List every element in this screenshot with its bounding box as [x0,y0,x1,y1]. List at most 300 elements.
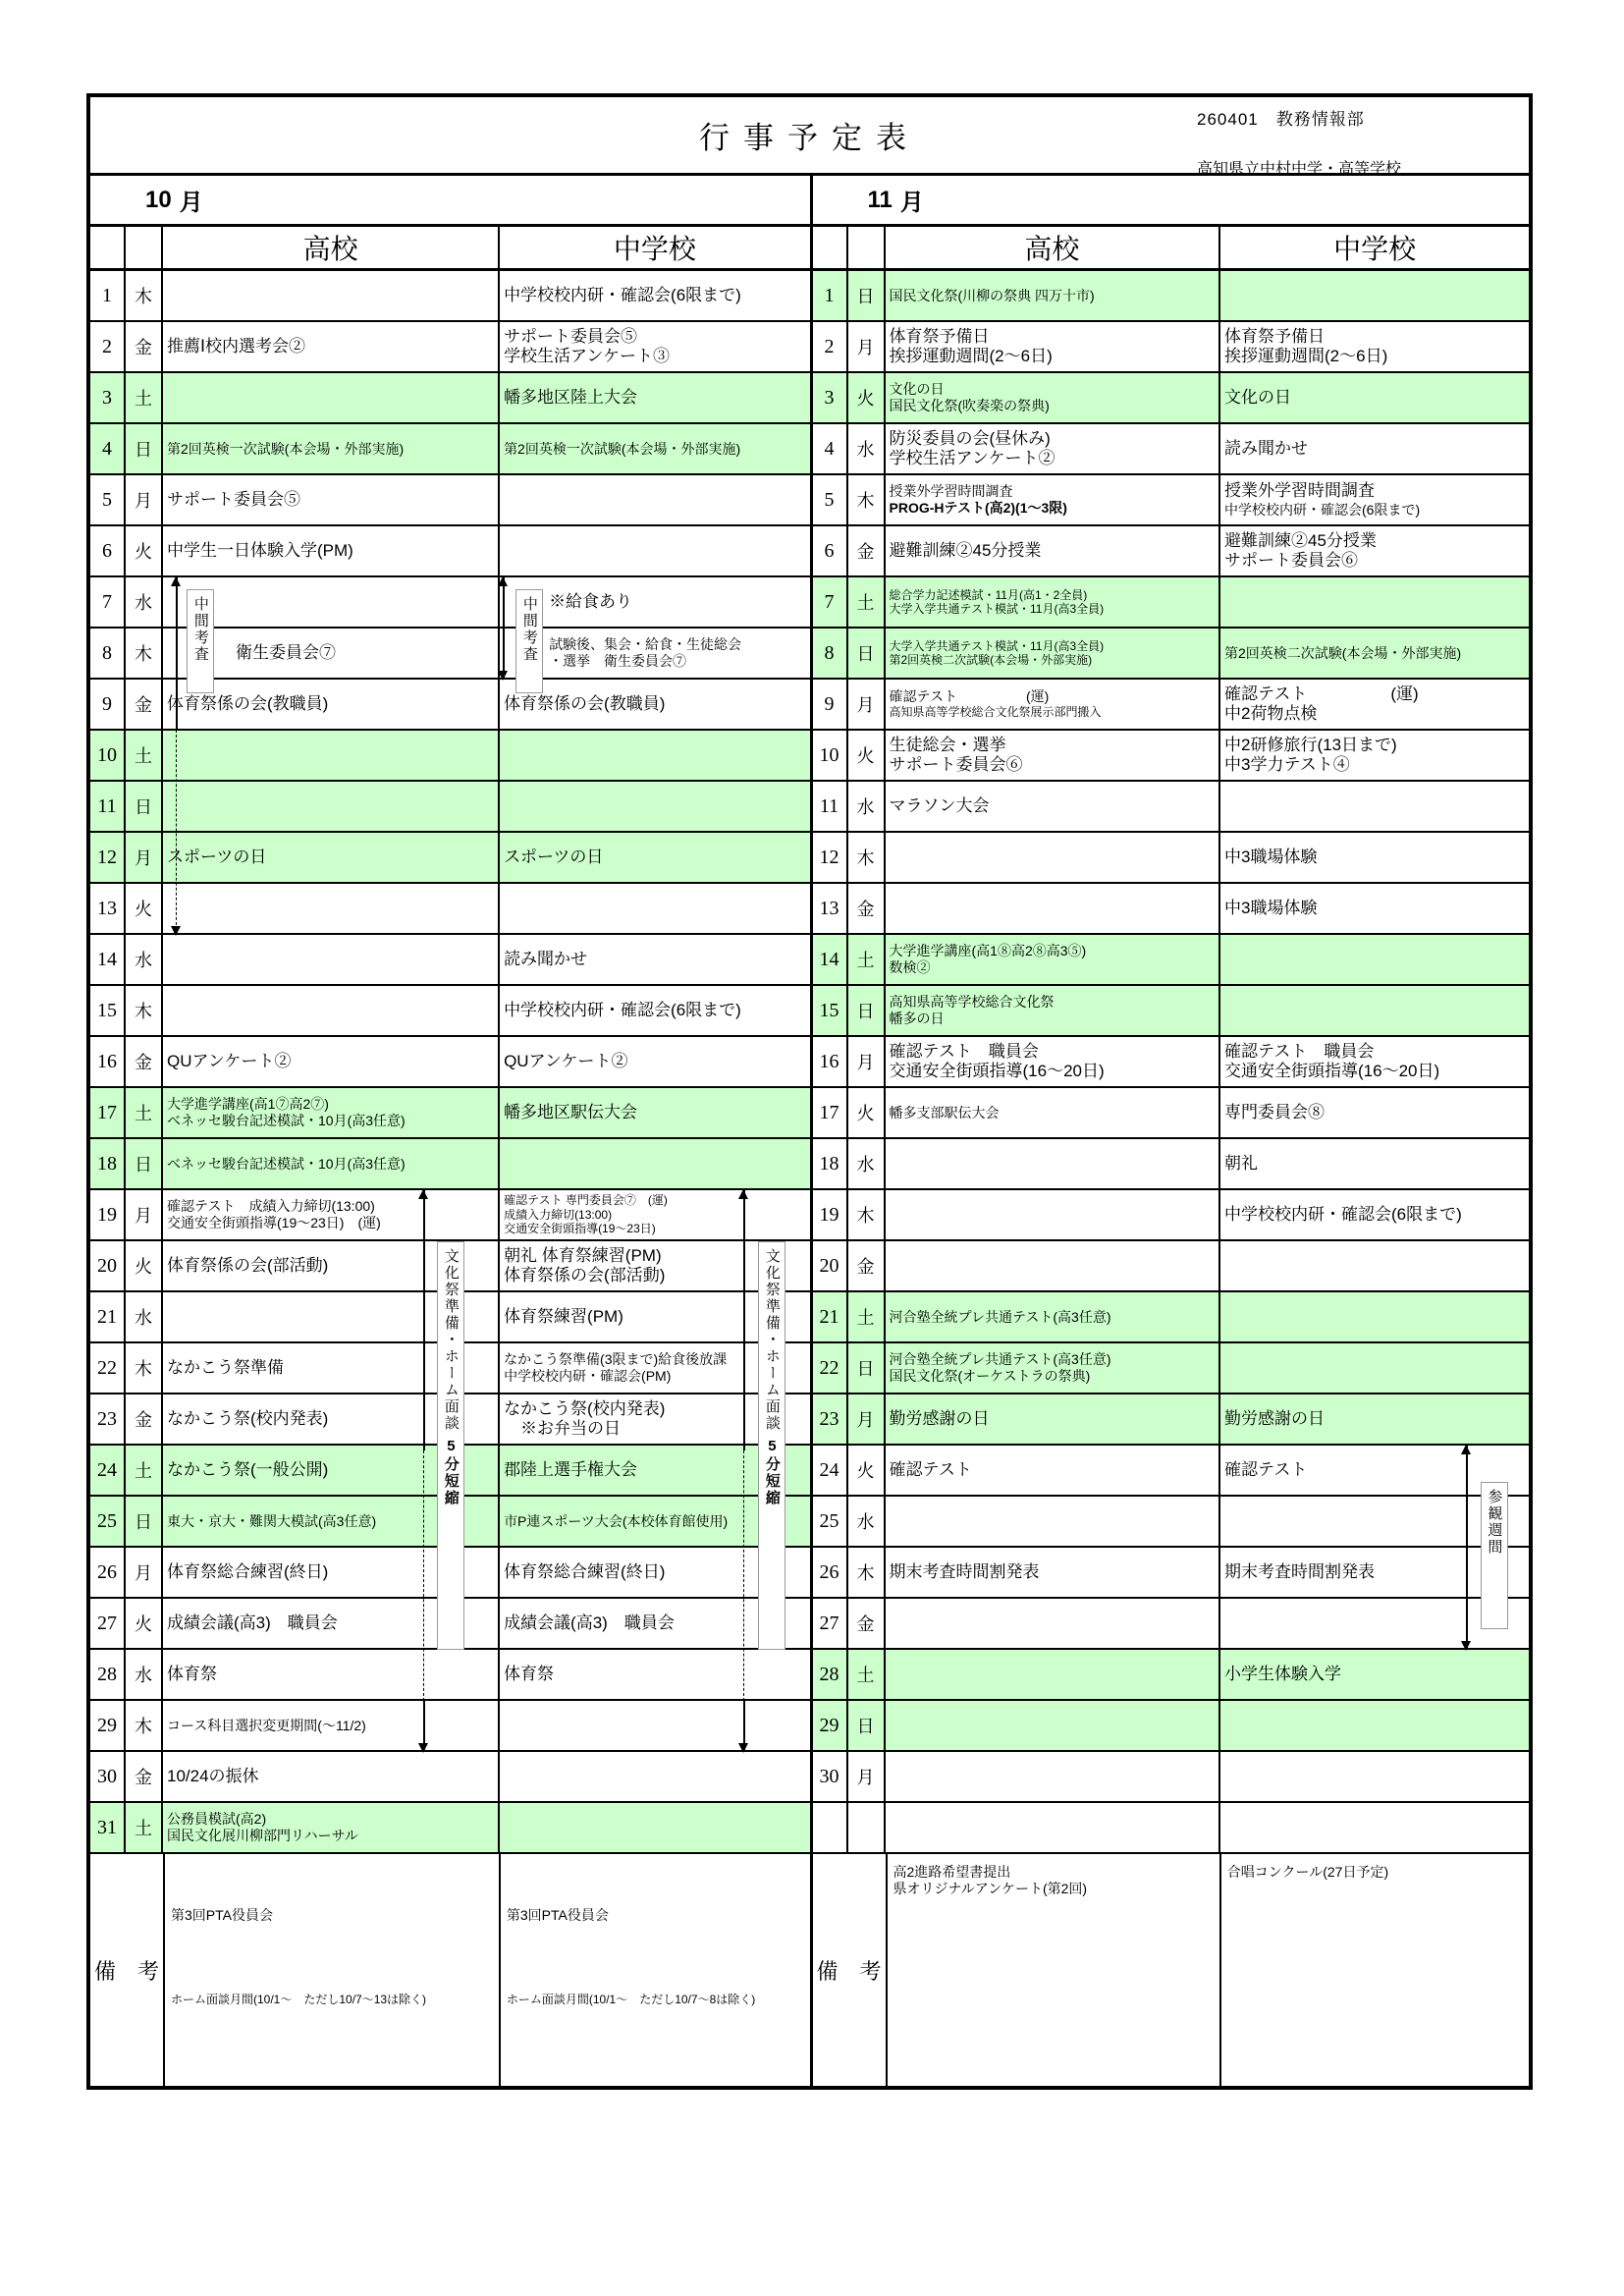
high-school-events [886,1037,1221,1086]
high-school-events [163,373,500,422]
event-text: 勤労感謝の日 [889,1408,990,1428]
day-number: 20 [90,1241,126,1290]
event-text: QUアンケート② [167,1051,292,1070]
junior-high-events [500,1548,809,1597]
event-text: 幡多地区陸上大会 [504,387,638,407]
event-text: 総合学力記述模試・11月(高1・2全員) [889,587,1088,602]
day-row [813,731,1530,782]
event-text: 中学生一日体験入学(PM) [167,540,353,560]
day-row [90,1650,810,1701]
event-text: 大学入学共通テスト模試・11月(高3全員) [889,638,1105,653]
high-school-events [163,884,500,933]
day-row [813,526,1530,577]
event-text: 高2進路希望書提出 [893,1864,1011,1880]
junior-high-events [500,1292,809,1341]
high-school-events [163,1701,500,1750]
event-text: 中学校校内研・確認会(6限まで) [1224,501,1421,518]
event-text: 生徒総会・選挙 [889,735,1006,754]
weekday: 日 [848,271,886,320]
month-header-november [813,176,1530,227]
high-school-events [886,373,1221,422]
day-number: 17 [90,1088,126,1137]
event-text: 試験後、集会・給食・生徒総会 [549,636,742,653]
junior-high-events [1220,1241,1529,1290]
weekday: 火 [848,1446,886,1495]
event-text: 挨拶運動週間(2～6日) [889,347,1053,365]
day-number: 30 [90,1752,126,1801]
annotation-label-text: 中間考査 [520,596,538,663]
day-number: 19 [90,1190,126,1239]
day-row [90,680,810,731]
weekday: 日 [848,986,886,1035]
day-number: 1 [813,271,848,320]
weekday: 月 [126,1548,163,1597]
day-row [90,1446,810,1497]
day-row [813,1139,1530,1190]
high-school-events [163,680,500,729]
event-text: 成績会議(高3) 職員会 [167,1613,338,1632]
day-row [813,1650,1530,1701]
weekday: 火 [848,1088,886,1137]
junior-high-events [500,1241,809,1290]
weekday: 火 [126,884,163,933]
event-text: ホーム面談月間(10/1～ ただし10/7～8は除く) [506,1992,756,2006]
day-row [813,271,1530,322]
day-row [90,1037,810,1088]
high-school-events [886,833,1221,882]
day-number: 6 [90,526,126,575]
event-text: 推薦Ⅰ校内選考会② [167,336,306,355]
high-school-events [163,322,500,371]
event-text: 確認テスト [889,1459,972,1479]
remarks-row [813,1854,1530,2086]
high-school-events [886,1446,1221,1495]
weekday: 土 [126,373,163,422]
event-text: 体育祭 [504,1664,555,1683]
junior-high-events [1220,322,1529,371]
event-text: マラソン大会 [889,795,990,815]
weekday: 土 [848,935,886,984]
day-number: 12 [90,833,126,882]
event-text: 中3職場体験 [1224,847,1318,866]
day-row [90,271,810,322]
day-row [813,1190,1530,1241]
high-school-events [163,526,500,575]
high-school-events [886,1139,1221,1188]
day-number: 24 [813,1446,848,1495]
high-school-events [886,629,1221,678]
junior-high-events [1220,1394,1529,1444]
annotation-label-text-bold: 5分短縮 [442,1438,460,1506]
event-text: 第3回PTA役員会 [506,1907,609,1923]
day-row [90,373,810,424]
event-text: 中学校校内研・確認会(PM) [504,1368,672,1384]
junior-high-events [500,271,809,320]
calendar-november [810,176,1530,2086]
day-number: 20 [813,1241,848,1290]
day-number: 14 [90,935,126,984]
event-text: 幡多地区駅伝大会 [504,1102,638,1121]
day-number: 28 [813,1650,848,1699]
day-row [813,424,1530,475]
event-text: 挨拶運動週間(2～6日) [1224,347,1388,365]
junior-high-events [500,1803,809,1852]
high-school-events [886,526,1221,575]
remarks-row [90,1854,810,2086]
event-text: 高知県高等学校総合文化祭展示部門搬入 [889,705,1102,720]
day-row [90,833,810,884]
day-number: 6 [813,526,848,575]
junior-high-events [500,1599,809,1648]
junior-high-events [500,577,809,627]
weekday: 木 [126,1343,163,1393]
remarks-label: 備 考 [813,1854,888,2086]
event-text: 朝礼 体育祭練習(PM) [504,1245,662,1265]
day-row [90,322,810,373]
day-number: 26 [90,1548,126,1597]
day-number: 18 [813,1139,848,1188]
event-text: 第2回英検一次試験(本会場・外部実施) [167,440,405,457]
weekday: 土 [126,1803,163,1852]
high-school-events [886,1599,1221,1648]
event-text: 朝礼 [1224,1153,1258,1173]
event-text: 防災委員の会(昼休み) [889,428,1051,448]
day-number [813,1803,848,1852]
day-row [90,1139,810,1190]
high-school-events [886,1241,1221,1290]
event-text: 10/24の振休 [167,1766,259,1785]
junior-high-events [1220,1497,1529,1546]
junior-high-events [500,475,809,524]
junior-high-events [500,1343,809,1393]
junior-high-events [500,424,809,473]
day-row [90,1190,810,1241]
weekday: 水 [126,935,163,984]
weekday [848,1803,886,1852]
day-number: 31 [90,1803,126,1852]
day-number: 22 [90,1343,126,1393]
weekday: 日 [848,1343,886,1393]
high-school-events [886,935,1221,984]
day-row [90,1088,810,1139]
junior-high-events [1220,884,1529,933]
day-number: 14 [813,935,848,984]
junior-high-events [1220,782,1529,831]
high-school-events [886,986,1221,1035]
junior-high-events [500,629,809,678]
junior-high-events [1220,1599,1529,1648]
day-row [90,1241,810,1292]
day-number: 9 [813,680,848,729]
weekday: 木 [126,629,163,678]
high-school-events [886,424,1221,473]
day-row [813,1037,1530,1088]
event-text: 確認テスト [1224,1459,1308,1479]
junior-high-events [500,1650,809,1699]
day-number: 16 [813,1037,848,1086]
high-school-events [886,1343,1221,1393]
event-text: 国民文化祭(吹奏楽の祭典) [889,398,1050,413]
high-school-events [886,1088,1221,1137]
junior-high-events [1220,1446,1529,1495]
annotation-label-text: 文化祭準備・ホーム面談 [763,1248,781,1432]
annotation-label-text: 中間考査 [191,596,209,663]
day-row [813,629,1530,680]
weekday: 木 [848,1190,886,1239]
junior-high-events [1220,526,1529,575]
day-number: 7 [90,577,126,627]
event-text: 第2回英検二次試験(本会場・外部実施) [889,653,1093,667]
event-text: 授業外学習時間調査 [1224,481,1375,501]
weekday: 水 [848,1139,886,1188]
weekday: 火 [126,1599,163,1648]
event-text: ・選挙 衛生委員会⑦ [549,653,687,669]
weekday: 金 [126,1037,163,1086]
weekday: 木 [126,986,163,1035]
event-text: 河合塾全統プレ共通テスト(高3任意) [889,1351,1111,1368]
day-row [813,833,1530,884]
day-row [813,884,1530,935]
weekday: 火 [848,731,886,780]
day-number: 27 [90,1599,126,1648]
month-number: 10 [145,186,172,213]
junior-high-events [500,1394,809,1444]
event-text: 文化の日 [889,381,945,398]
month-header-october [90,176,810,227]
junior-high-events [1220,373,1529,422]
event-text: 避難訓練②45分授業 [1224,530,1377,550]
junior-high-events [1220,577,1529,627]
day-number: 21 [813,1292,848,1341]
junior-high-events [1220,1037,1529,1086]
event-text: 幡多支部駅伝大会 [889,1104,1000,1121]
high-school-events [163,577,500,627]
event-text: 学校生活アンケート② [889,449,1056,467]
junior-high-events [500,833,809,882]
calendar-october [90,176,810,2086]
weekday: 金 [126,322,163,371]
day-number: 25 [813,1497,848,1546]
day-number: 22 [813,1343,848,1393]
day-number: 27 [813,1599,848,1648]
junior-high-events [500,1139,809,1188]
event-text: 文化の日 [1224,387,1291,407]
event-text: 公務員模試(高2) [167,1811,267,1828]
weekday: 金 [848,526,886,575]
day-row [813,577,1530,629]
document-number: 260401 教務情報部 [1197,110,1365,129]
high-school-header: 高校 [886,227,1221,268]
day-number: 12 [813,833,848,882]
event-text: ベネッセ駿台記述模試・10月(高3任意) [167,1155,406,1172]
event-text: 体育祭係の会(教職員) [504,693,666,713]
junior-high-events [500,986,809,1035]
weekday-col-header [126,227,163,268]
event-text: なかこう祭(校内発表) [167,1408,329,1428]
weekday: 日 [126,1139,163,1188]
event-text: 幡多の日 [889,1011,945,1026]
event-text: 大学進学講座(高1⑧高2⑧高3⑤) [889,943,1087,959]
high-school-events [886,577,1221,627]
event-text: サポート委員会⑥ [889,755,1023,774]
junior-high-events [1220,271,1529,320]
weekday: 土 [848,1292,886,1341]
day-rows [813,271,1530,1854]
page-title: 行事予定表 [699,121,920,155]
event-text: スポーツの日 [504,847,604,866]
day-number: 10 [90,731,126,780]
junior-high-events [1220,731,1529,780]
weekday: 月 [126,833,163,882]
junior-high-events [500,1701,809,1750]
day-col-header [813,227,848,268]
day-row [813,1752,1530,1803]
high-school-events [886,322,1221,371]
day-number: 13 [813,884,848,933]
weekday: 水 [126,1292,163,1341]
schedule-table-frame [86,93,1533,2090]
day-row [90,577,810,629]
event-text: 中3学力テスト④ [1224,755,1350,774]
high-school-events [886,1394,1221,1444]
high-school-events [886,475,1221,524]
junior-high-events [500,782,809,831]
weekday: 土 [126,1446,163,1495]
event-text: なかこう祭準備 [167,1357,284,1377]
high-school-events [163,1650,500,1699]
event-text: 数検② [889,959,931,975]
weekday: 月 [126,475,163,524]
remarks-junior-high [501,1854,810,2086]
day-row [813,1599,1530,1650]
event-text: 国民文化展川柳部門リハーサル [167,1828,358,1843]
remarks-high-school [165,1854,501,2086]
event-text: ホーム面談月間(10/1～ ただし10/7～13は除く) [171,1992,427,2006]
day-col-header [90,227,126,268]
event-text: 成績会議(高3) 職員会 [504,1613,675,1632]
weekday: 水 [126,577,163,627]
day-number: 1 [90,271,126,320]
day-rows [90,271,810,1854]
weekday: 金 [848,884,886,933]
month-columns [90,176,1529,2086]
weekday: 火 [848,373,886,422]
event-text: 第2回英検二次試験(本会場・外部実施) [1224,644,1462,661]
high-school-events [163,629,500,678]
day-number: 3 [813,373,848,422]
event-text: なかこう祭(一般公開) [167,1459,329,1479]
day-row [90,526,810,577]
weekday: 土 [126,1088,163,1137]
junior-high-events [500,1190,809,1239]
high-school-events [163,935,500,984]
day-row [813,680,1530,731]
day-number: 21 [90,1292,126,1341]
day-row [90,629,810,680]
high-school-events [886,1497,1221,1546]
event-text: サポート委員会⑤ [167,489,300,509]
day-row [813,1701,1530,1752]
event-text: 合唱コンクール(27日予定) [1226,1864,1389,1880]
annotation-label-text: 参観週間 [1486,1489,1503,1556]
day-row [813,1394,1530,1446]
high-school-events [163,1292,500,1341]
day-row [90,1803,810,1854]
day-number: 23 [90,1394,126,1444]
school-name: 高知県立中村中学・高等学校 [1197,161,1402,178]
day-row [813,322,1530,373]
day-row [813,986,1530,1037]
event-text: 避難訓練②45分授業 [889,540,1042,560]
event-text: 専門委員会⑧ [1224,1102,1325,1121]
day-row [813,1803,1530,1854]
day-number: 24 [90,1446,126,1495]
high-school-events [886,271,1221,320]
month-number: 11 [867,186,893,213]
event-text: 大学進学講座(高1⑦高2⑦) [167,1096,329,1113]
event-text: 市P連スポーツ大会(本校体育館使用) [504,1512,729,1529]
weekday: 木 [126,271,163,320]
day-row [90,475,810,526]
day-row [813,782,1530,833]
event-text: 小学生体験入学 [1224,1664,1341,1683]
day-row [813,1343,1530,1394]
weekday: 金 [126,1394,163,1444]
day-number: 17 [813,1088,848,1137]
high-school-events [163,833,500,882]
day-row [90,1497,810,1548]
day-number: 11 [90,782,126,831]
junior-high-events [1220,1548,1529,1597]
day-row [90,1394,810,1446]
junior-high-events [1220,1650,1529,1699]
day-number: 15 [813,986,848,1035]
weekday: 月 [848,322,886,371]
event-text: 中学校校内研・確認会(6限まで) [504,1000,741,1019]
day-row [90,935,810,986]
event-text: 中2荷物点検 [1224,704,1318,723]
day-number: 11 [813,782,848,831]
column-headers [813,227,1530,271]
event-text: 勤労感謝の日 [1224,1408,1325,1428]
high-school-events [886,1650,1221,1699]
event-text: ベネッセ駿台記述模試・10月(高3任意) [167,1113,406,1128]
day-row [90,424,810,475]
event-text: 体育祭係の会(部活動) [504,1266,666,1285]
event-text: 体育祭係の会(部活動) [167,1255,329,1275]
event-text: 県オリジナルアンケート(第2回) [893,1880,1088,1896]
event-text: サポート委員会⑥ [1224,551,1358,570]
day-row [813,1446,1530,1497]
junior-high-events [500,1497,809,1546]
day-number: 28 [90,1650,126,1699]
weekday: 水 [848,424,886,473]
month-unit: 月 [899,190,924,216]
day-number: 5 [90,475,126,524]
high-school-events [163,1088,500,1137]
weekday: 木 [848,1548,886,1597]
weekday: 木 [848,475,886,524]
day-number: 2 [813,322,848,371]
weekday: 金 [126,680,163,729]
weekday: 月 [848,1394,886,1444]
event-text: 東大・京大・難関大模試(高3任意) [167,1512,377,1529]
day-number: 5 [813,475,848,524]
weekday: 日 [126,1497,163,1546]
weekday: 金 [848,1241,886,1290]
event-text: 高知県高等学校総合文化祭 [889,994,1055,1011]
event-text: サポート委員会⑤ [504,326,638,346]
